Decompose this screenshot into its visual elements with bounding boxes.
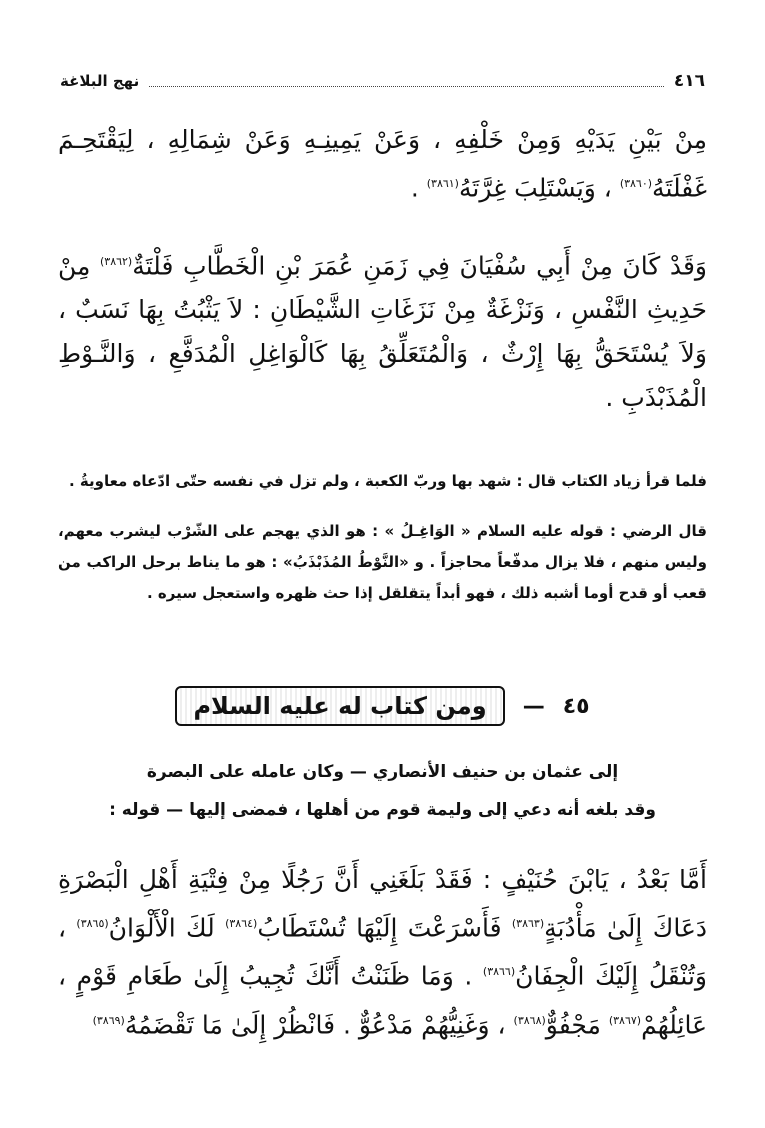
book-title: نهج البلاغة (60, 72, 140, 90)
section-subtitle-1: إلى عثمان بن حنيف الأنصاري — وكان عامله على البصرة (146, 762, 619, 782)
paragraph-1-text: مِنْ بَيْنِ يَدَيْهِ وَمِنْ خَلْفِهِ ، وَعَنْ يَمِينِـهِ وَعَنْ شِمَالِهِ ، لِيَقْتَحِـمَ غَفْلَتَهُ (58, 125, 707, 203)
page-number: ٤١٦ (673, 71, 705, 91)
paragraph-1 (58, 118, 707, 210)
footnote-ref: (٣٨٦٩) (92, 1013, 125, 1027)
section-number: ٤٥ (562, 693, 590, 719)
footnote-ref: (٣٨٦١) (426, 177, 459, 190)
paragraph-1-text-3: . (410, 173, 427, 203)
paragraph-2 (58, 240, 707, 420)
footnote-ref: (٣٨٦٤) (225, 917, 258, 930)
note-1: فلما قرأ زياد الكتاب قال : شهد بها وربّ الكعبة ، ولم تزل في نفسه حتّى ادّعاه معاويةُ . (68, 472, 707, 490)
footnote-ref: (٣٨٦٧) (608, 1013, 642, 1027)
paragraph-3-text-5: . وَمَا ظَنَنْتُ أَنَّكَ تُجِيبُ إِلَىٰ طَعَامِ قَوْمٍ ، عَائِلُهُمْ (58, 961, 707, 1039)
footnote-ref: (٣٨٦٨) (513, 1013, 546, 1027)
footnote-ref: (٣٨٦٠) (619, 177, 653, 190)
paragraph-3-text-3: لَكَ الْأَلْوَانُ (108, 913, 226, 943)
paragraph-3-text-6: مَجْفُوٌّ (545, 1009, 609, 1039)
footnote-ref: (٣٨٦٥) (76, 917, 109, 930)
running-header (60, 70, 705, 92)
paragraph-3-text-4: ، وَتُنْقَلُ إِلَيْكَ الْجِفَانُ (58, 913, 707, 991)
paragraph-3 (58, 858, 707, 1047)
paragraph-2-text-2: مِنْ حَدِيثِ النَّفْسِ ، وَنَزْغَةٌ مِنْ نَزَغَاتِ الشَّيْطَانِ : لاَ يَثْبُتُ بِهَا نَسَبٌ ، وَلاَ يُسْتَحَقُّ بِهَا إِرْثٌ ، وَالْمُتَعَلِّقُ بِهَا كَالْوَاغِلِ الْمُدَفَّعِ ، وَالنَّـوْطِ الْمُذَبْذَبِ . (58, 251, 707, 413)
commentary-note: قال الرضي : قوله عليه السلام « الوَاغِـلُ » : هو الذي يهجم على الشّرْب ليشرب معهم، وليس منهم ، فلا يزال مدفّعاً محاجزاً . و «النَّوْطُ المُذَبْذَبُ» : هو ما يناط برحل الراكب من قعب أو قدح أوما أشبه ذلك ، فهو أبداً يتقلقل إذا حث ظهره واستعجل سيره . (58, 522, 707, 602)
paragraph-1-text-2: ، وَيَسْتَلِبَ غِرَّتَهُ (458, 173, 620, 203)
paragraph-2-text: وَقَدْ كَانَ مِنْ أَبِي سُفْيَانَ فِي زَمَنِ عُمَرَ بْنِ الْخَطَّابِ فَلْتَةٌ (132, 251, 707, 281)
paragraph-3-text-2: فَأَسْرَعْتَ إِلَيْهَا تُسْتَطَابُ (257, 913, 512, 943)
section-heading (0, 686, 765, 726)
footnote-ref: (٣٨٦٣) (511, 917, 545, 930)
footnote-ref: (٣٨٦٢) (99, 255, 133, 268)
footnote-ref: (٣٨٦٦) (482, 965, 516, 979)
paragraph-3-text-7: ، وَغَنِيُّهُمْ مَدْعُوٌّ . فَانْظُرْ إِلَىٰ مَا تَقْضَمُهُ (124, 1009, 514, 1039)
section-subtitle-2: وقد بلغه أنه دعي إلى وليمة قوم من أهلها ، فمضى إليها — قوله : (109, 800, 656, 820)
section-title: ومن كتاب له عليه السلام (175, 686, 504, 726)
paragraph-3-text: أَمَّا بَعْدُ ، يَابْنَ حُنَيْفٍ : فَقَدْ بَلَغَنِي أَنَّ رَجُلًا مِنْ فِتْيَةِ أَهْلِ الْبَصْرَةِ دَعَاكَ إِلَىٰ مَأْدُبَةٍ (58, 865, 707, 943)
dotted-leader (149, 76, 664, 87)
section-dash: — (522, 693, 545, 719)
